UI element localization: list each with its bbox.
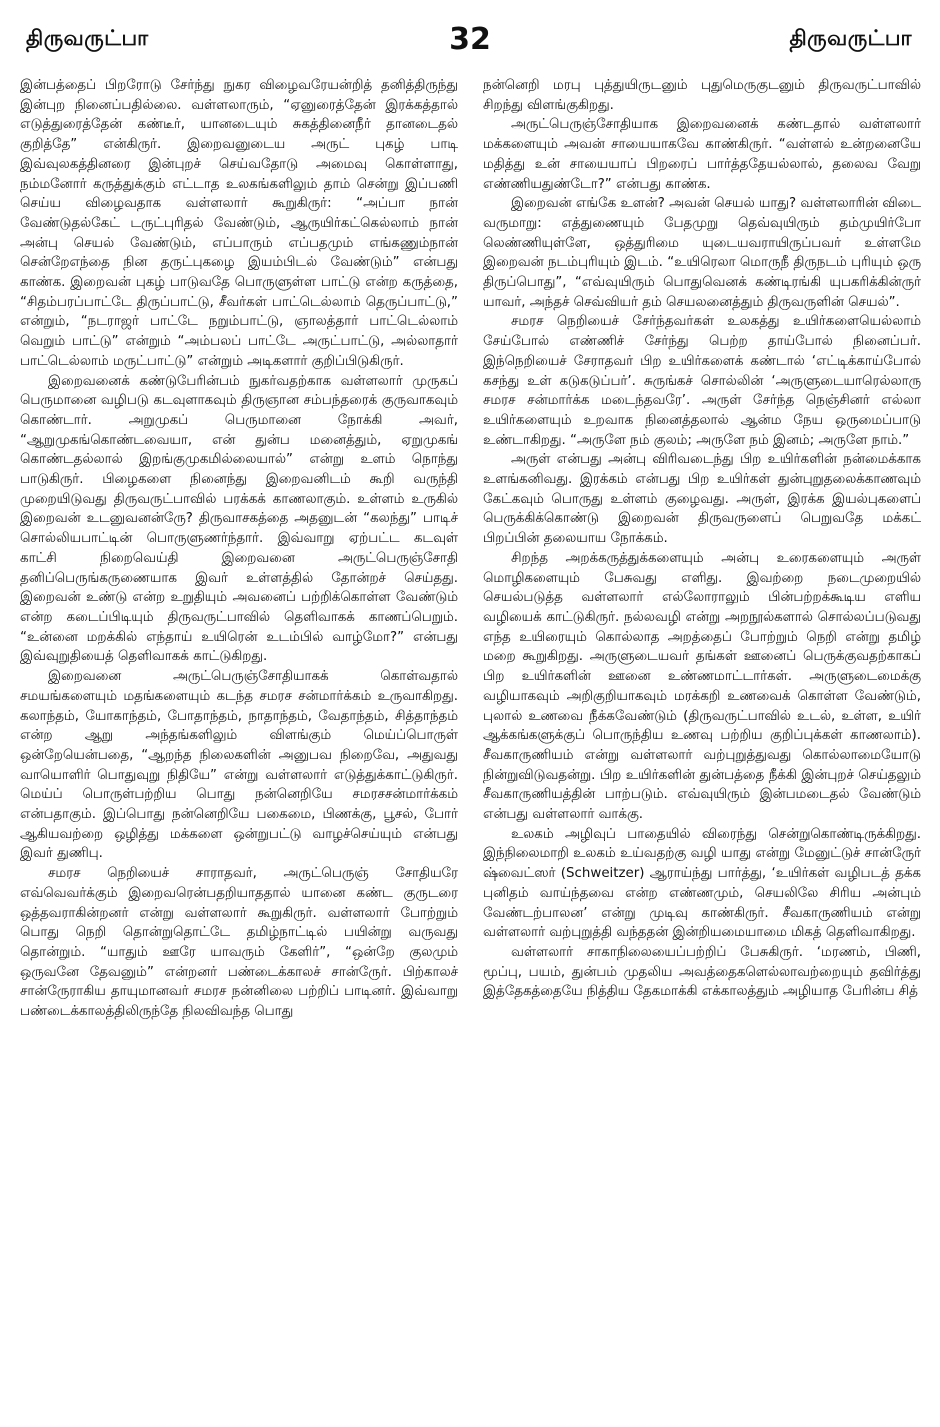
- right-column: [483, 76, 921, 1416]
- header-right-title: திருவருட்பா: [789, 26, 912, 50]
- paragraph: சிறந்த அறக்கருத்துக்களையும் அன்பு உரைகளையும் அருள் மொழிகளையும் பேசுவது எளிது. இவற்றை நடைமுறையில் செயல்படுத்த வள்ளலார் எல்லோராலும் பின்பற்றக்கூடிய எளிய வழியைக் காட்டுகிருர். நல்லவழி என்று அறநூல்களால் சொல்லப்படுவது எந்த உயிரையும் கொல்லாத அறத்தைப் போற்றும் நெறி என்று தமிழ் மறை கூறுகிறது. அருளுடையவர் தங்கள் ஊனைப் பெருக்குவதற்காகப் பிற உயிர்களின் ஊனை உண்ணமாட்டார்கள். அருளுடைமைக்கு வழியாகவும் அறிகுறியாகவும் மரக்கறி உணவைக் கொள்ள வேண்டும், புலால் உணவை நீக்கவேண்டும் (திருவருட்பாவில் உடல், உள்ள, உயிர் ஆக்கங்களுக்குப் பொருந்திய உணவு பற்றிய குறிப்புக்கள் காணலாம்). சீவகாருணியம் என்று வள்ளலார் வற்புறுத்துவது கொல்லாமையோடு நின்றுவிடுவதன்று. பிற உயிர்களின் துன்பத்தை நீக்கி இன்புறச் செய்தலும் சீவகாருணியத்தின் பாற்படும். எவ்வுயிரும் இன்பமடைதல் வேண்டும் என்பது வள்ளலார் வாக்கு.: [483, 550, 921, 823]
- paragraph: இறைவன் எங்கே உளன்? அவன் செயல் யாது? வள்ளலாரின் விடை வருமாறு: எத்துணையும் பேதமுறு தெவ்வுயிரும் தம்முயிர்போ லெண்ணியுள்ளே, ஒத்துரிமை யுடையவராயிருப்பவர் உள்ளமே இறைவன் நடம்புரியும் இடம். “உயிரெலா மொருநீ திருநடம் புரியும் ஒரு திருப்பொது”, “எவ்வுயிரும் பொதுவெனக் கண்டிரங்கி யுபகரிக்கின்ருர் யாவர், அந்தச் செவ்வியர் தம் செயலனைத்தும் திருவருளின் செயல்”.: [483, 196, 921, 310]
- header-left-title: திருவருட்பா: [26, 26, 149, 50]
- paragraph: இன்பத்தைப் பிறரோடு சேர்ந்து நுகர விழைவரேயன்றித் தனித்திருந்து இன்புற நினைப்பதில்லை. வள்ளலாரும், “ஏனுரைத்தேன் இரக்கத்தால் எடுத்துரைத்தேன் கண்டீர், யானடையும் சுகத்தினைநீர் தானடைதல் குறித்தே” என்கிருர். இறைவனுடைய அருட் புகழ் பாடி இவ்வுலகத்தினரை இன்புறச் செய்வதோடு அமைவு கொள்ளாது, நம்மனோர் கருத்துக்கும் எட்டாத உலகங்களிலும் தாம் சென்று இப்பணி செய்ய விழைவதாக வள்ளலார் கூறுகிருர்: “அப்பா நான் வேண்டுதல்கேட் டருட்புரிதல் வேண்டும், ஆருயிர்கட்கெல்லாம் நான் அன்பு செயல் வேண்டும், எப்பாரும் எப்பதமும் எங்கணும்நான் சென்றேஎந்தை நின தருட்புகழை இயம்பிடல் வேண்டும்” என்பது காண்க. இறைவன் புகழ் பாடுவதே பொருளுள்ள பாட்டு என்ற கருத்தை, “சிதம்பரப்பாட்டே திருப்பாட்டு, சீவர்கள் பாட்டெல்லாம் தெருப்பாட்டு,” என்றும், “நடராஜர் பாட்டே நறும்பாட்டு, ஞாலத்தார் பாட்டெல்லாம் வெறும் பாட்டு” என்றும் “அம்பலப் பாட்டே அருட்பாட்டு, அல்லாதார் பாட்டெல்லாம் மருட்பாட்டு” என்றும் அடிகளார் குறிப்பிடுகிருர்.: [20, 78, 458, 369]
- paragraph: நன்னெறி மரபு புத்துயிருடனும் புதுமெருகுடனும் திருவருட்பாவில் சிறந்து விளங்குகிறது.: [483, 78, 921, 113]
- paragraph: சமரச நெறியைச் சேர்ந்தவர்கள் உலகத்து உயிர்களையெல்லாம் சேய்போல் எண்ணிச் சேர்ந்து பெற்ற தாய்போல் நினைப்பர். இந்நெறியைச் சேராதவர் பிற உயிர்களைக் கண்டால் ‘எட்டிக்காய்போல் கசந்து உள் கடுகடுப்பர்’. சுருங்கச் சொல்லின் ‘அருளுடையாரெல்லாரு சமரச சன்மார்க்க மடைந்தவரே’. அருள் சேர்ந்த நெஞ்சினர் எல்லா உயிர்களையும் உறவாக நினைத்தலால் ஆன்ம நேய ஒருமைப்பாடு உண்டாகிறது. “அருளே நம் குலம்; அருளே நம் இனம்; அருளே நாம்.”: [483, 314, 921, 448]
- paragraph: வள்ளலார் சாகாநிலையைப்பற்றிப் பேசுகிருர். ‘மரணம், பிணி, மூப்பு, பயம், துன்பம் முதலிய அவத்தைகளெல்லாவற்றையும் தவிர்த்து இத்தேகத்தையே நித்திய தேகமாக்கி எக்காலத்தும் அழியாத பேரின்ப சித்: [483, 944, 921, 1000]
- running-header: [14, 22, 926, 62]
- paragraph: உலகம் அழிவுப் பாதையில் விரைந்து சென்றுகொண்டிருக்கிறது. இந்நிலைமாறி உலகம் உய்வதற்கு வழி யாது என்று மேனுட்டுச் சான்ருேர் ஷ்வைட்ஸர் (Schweitzer) ஆராய்ந்து பார்த்து, ‘உயிர்கள் வழிபடத் தக்க புனிதம் வாய்ந்தவை என்ற எண்ணமும், செயலிலே சிரிய அன்பும் வேண்டற்பாலன’ என்று முடிவு காண்கிருர். சீவகாருணியம் என்று வள்ளலார் வற்புறுத்தி வந்ததன் இன்றியமையாமை மிகத் தெளிவாகிறது.: [483, 826, 921, 941]
- paragraph: அருள் என்பது அன்பு விரிவடைந்து பிற உயிர்களின் நன்மைக்காக உளங்கனிவது. இரக்கம் என்பது பிற உயிர்கள் துன்புறுதலைக்காணவும் கேட்கவும் பொருது உள்ளம் குழைவது. அருள், இரக்க இயல்புகளைப் பெருக்கிக்கொண்டு இறைவன் திருவருளைப் பெறுவதே மக்கட் பிறப்பின் தலையாய நோக்கம்.: [483, 452, 921, 547]
- paragraph: அருட்பெருஞ்சோதியாக இறைவனைக் கண்டதால் வள்ளலார் மக்களையும் அவன் சாயையாகவே காண்கிருர். “வள்ளல் உன்றனையே மதித்து உன் சாயையாப் பிறரைப் பார்த்ததேயல்லால், தலைவ வேறு எண்ணியதுண்டோ?” என்பது காண்க.: [483, 117, 921, 192]
- paragraph: சமரச நெறியைச் சாராதவர், அருட்பெருஞ் சோதியரே எவ்வெவர்க்கும் இறைவரென்பதறியாததால் யானை கண்ட குருடரை ஒத்தவராகின்றனர் என்று வள்ளலார் கூறுகிருர். வள்ளலார் போற்றும் பொது நெறி தொன்றுதொட்டே தமிழ்நாட்டில் பயின்று வருவது தொன்றும். “யாதும் ஊரே யாவரும் கேளிர்”, “ஒன்றே குலமும் ஒருவனே தேவனும்” என்றனர் பண்டைக்காலச் சான்ருேர். பிற்காலச் சான்ருேராகிய தாயுமானவர் சமரச நன்னிலை பற்றிப் பாடினர். இவ்வாறு பண்டைக்காலத்திலிருந்தே நிலவிவந்த பொது: [20, 866, 458, 1020]
- paragraph: இறைவனைக் கண்டுபேரின்பம் நுகர்வதற்காக வள்ளலார் முருகப் பெருமானை வழிபடு கடவுளாகவும் திருஞான சம்பந்தரைக் குருவாகவும் கொண்டார். அறுமுகப் பெருமானை நோக்கி அவர், “ஆறுமுகங்கொண்டவையா, என் துன்ப மனைத்தும், ஏறுமுகங் கொண்டதல்லால் இறங்குமுகமில்லையால்” என்று உளம் நொந்து பாடுகிருர். பிழைகளை நினைந்து இறைவனிடம் கூறி வருந்தி முறையிடுவது திருவருட்பாவில் பரக்கக் காணலாகும். உள்ளம் உருகில் இறைவன் உடனுவனன்ருே? திருவாசகத்தை அதனுடன் “கலந்து” பாடிச் சொல்லியபாட்டின் பொருளுணர்ந்தார். இவ்வாறு ஏற்பட்ட கடவுள் காட்சி நிறைவெய்தி இறைவனை அருட்பெருஞ்சோதி தனிப்பெருங்கருணையாக இவர் உள்ளத்தில் தோன்றச் செய்தது. இறைவன் உண்டு என்ற உறுதியும் அவனைப் பற்றிக்கொள்ள வேண்டும் என்ற கடைப்பிடியும் திருவருட்பாவில் தெளிவாகக் காணப்பெறும். “உன்னை மறக்கில் எந்தாய் உயிரென் உடம்பில் வாழ்மோ?” என்பது இவ்வுறுதியைத் தெளிவாகக் காட்டுகிறது.: [20, 373, 458, 665]
- paragraph: இறைவனை அருட்பெருஞ்சோதியாகக் கொள்வதால் சமயங்களையும் மதங்களையும் கடந்த சமரச சன்மார்க்கம் உருவாகிறது. கலாந்தம், யோகாந்தம், போதாந்தம், நாதாந்தம், வேதாந்தம், சித்தாந்தம் என்ற ஆறு அந்தங்களிலும் விளங்கும் மெய்ப்பொருள் ஒன்றேயென்பதை, “ஆறந்த நிலைகளின் அனுபவ நிறைவே, அதுவது வாயொளிர் பொதுவுறு நிதியே” என்று வள்ளலார் எடுத்துக்காட்டுகிருர். மெய்ப் பொருள்பற்றிய பொது நன்னெறியே சமரசசன்மார்க்கம் என்பதாகும். இப்பொது நன்னெறியே பகைமை, பிணக்கு, பூசல், போர் ஆகியவற்றை ஒழித்து மக்களை ஒன்றுபட்டு வாழச்செய்யும் என்பது இவர் துணிபு.: [20, 669, 458, 862]
- page-number: 32: [449, 22, 491, 57]
- left-column: [20, 76, 458, 1416]
